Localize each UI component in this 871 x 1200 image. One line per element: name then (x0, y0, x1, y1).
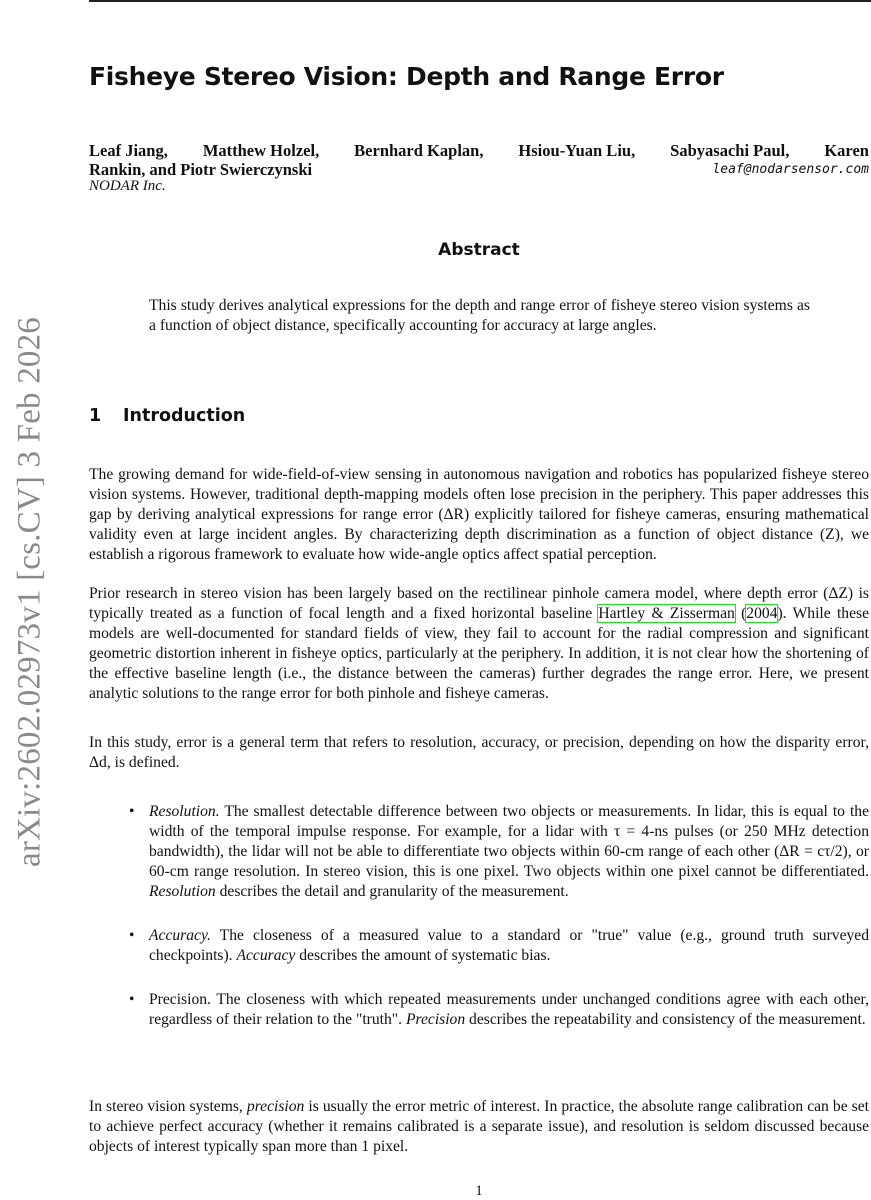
section-number: 1 (89, 406, 102, 426)
author: Sabyasachi Paul, (670, 141, 790, 160)
author: Karen (824, 141, 869, 160)
paragraph-text: In stereo vision systems, (89, 1098, 247, 1115)
list-item-text: describes the detail and granularity of the measurement. (215, 883, 569, 900)
list-item-term: Resolution. (149, 803, 220, 820)
page-number: 1 (475, 1183, 483, 1199)
author: Matthew Holzel, (202, 141, 320, 160)
list-item-emphasis: Precision (405, 1011, 466, 1028)
paper-title: Fisheye Stereo Vision: Depth and Range Error (89, 62, 724, 91)
affiliation: NODAR Inc. (89, 178, 166, 194)
paragraph-text: ( (734, 605, 747, 622)
list-item-text: The closeness of a measured value to a standard or "true" value (e.g., ground truth surveyed checkpoints). (149, 927, 869, 964)
list-item-text: Precision. The closeness with which repeated measurements under unchanged conditions agree with each other, regardless of their relation to the "truth". (149, 991, 869, 1028)
arxiv-stamp (0, 0, 48, 1200)
section-title: Introduction (123, 406, 246, 426)
citation-link-authors[interactable]: Hartley & Zisserman (598, 605, 735, 622)
abstract-heading: Abstract (438, 240, 520, 260)
author-block (89, 141, 869, 179)
paragraph (89, 584, 869, 704)
paragraph-text: ). While these models are well-documented for standard fields of view, they fail to account for the radial compression and significant geometric distortion inherent in fisheye optics, particularly at the periphery. In addition, it is not clear how the shortening of the effective baseline length (i.e., the distance between the cameras) further degrades the range error. Here, we present analytic solutions to the range error for both pinhole and fisheye cameras. (89, 605, 869, 702)
author-email[interactable]: leaf@nodarsensor.com (712, 162, 869, 177)
author: Leaf Jiang, (89, 141, 168, 160)
list-item-term: Accuracy. (149, 927, 211, 944)
author: Hsiou-Yuan Liu, (518, 141, 636, 160)
list-item-emphasis: Resolution (149, 883, 216, 900)
paragraph-text: Prior research in stereo vision has been largely based on the rectilinear pinhole camera model, where depth error (ΔZ) is typically treated as a function of focal length and a fixed horizontal baseline (89, 585, 869, 622)
list-item-text: describes the amount of systematic bias. (295, 947, 551, 964)
paragraph: The growing demand for wide-field-of-view sensing in autonomous navigation and robotics has popularized fisheye stereo vision systems. However, traditional depth-mapping models often lose precision in the periphery. This paper addresses this gap by deriving analytical expressions for range error (ΔR) explicitly tailored for fisheye cameras, ensuring mathematical validity even at large incident angles. By characterizing depth discrimination as a function of object distance (Z), we establish a rigorous framework to evaluate how wide-angle optics affect spatial perception. (89, 466, 869, 563)
list-item (89, 926, 869, 966)
top-rule (89, 0, 871, 2)
definition-list (89, 802, 869, 1030)
author-line-1 (89, 141, 869, 160)
author-line-2 (89, 160, 869, 179)
paragraph-emphasis: precision (246, 1098, 305, 1115)
paragraph: In this study, error is a general term that refers to resolution, accuracy, or precision, depending on how the disparity error, Δd, is defined. (89, 734, 869, 771)
list-item-text: describes the repeatability and consistency of the measurement. (465, 1011, 866, 1028)
list-item (89, 802, 869, 902)
list-item-text: The smallest detectable difference between two objects or measurements. In lidar, this is equal to the width of the temporal impulse response. For example, for a lidar with τ = 4-ns pulses (or 250 MHz detection bandwidth), the lidar will not be able to differentiate two objects within 60-cm range of each other (ΔR = cτ/2), or 60-cm range resolution. In stereo vision, this is one pixel. Two objects within one pixel cannot be differentiated. (149, 803, 869, 880)
abstract-body: This study derives analytical expressions for the depth and range error of fisheye stereo vision systems as a function of object distance, specifically accounting for accuracy at large angles. (149, 297, 810, 334)
paragraph (89, 1097, 869, 1157)
paragraph-text: is usually the error metric of interest. In practice, the absolute range calibration can be set to achieve perfect accuracy (whether it remains calibrated is a separate issue), and resolution is seldom discussed because objects of interest typically span more than 1 pixel. (89, 1098, 869, 1155)
citation-link-year[interactable]: 2004 (746, 605, 778, 622)
author: Rankin, and Piotr Swierczynski (89, 160, 313, 179)
section-heading (89, 406, 245, 426)
author: Bernhard Kaplan, (354, 141, 484, 160)
arxiv-identifier[interactable]: arXiv:2602.02973v1 [cs.CV] 3 Feb 2026 (11, 316, 48, 868)
list-item-emphasis: Accuracy (236, 947, 296, 964)
list-item (89, 990, 869, 1030)
